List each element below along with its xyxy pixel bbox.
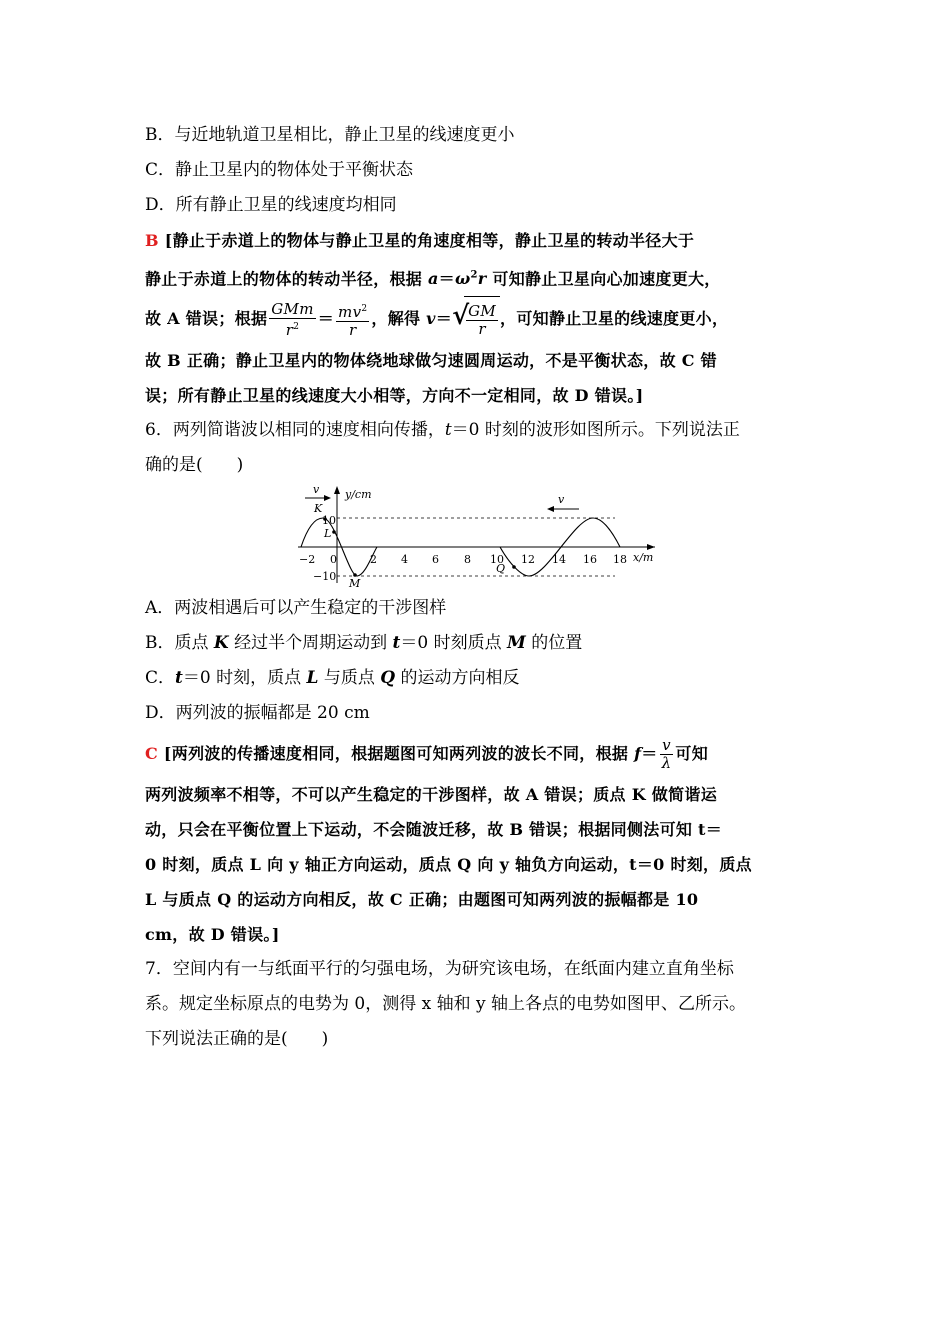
q6-option-b: B．质点 K 经过半个周期运动到 t＝0 时刻质点 M 的位置: [145, 633, 583, 654]
q5-explanation-line3: 故 A 错误；根据 $\frac{\text{GMm}}{r^2}$ ＝ $\frac{mv^2}{r}$ ，解得 v＝ √ $\frac{GM}{r}$ ，可知静止卫星的线速度更小，: [145, 296, 810, 343]
x-tick-14: 14: [552, 553, 566, 567]
q5-explanation-line2: 静止于赤道上的物体的转动半径，根据 $a=\omega^2r$ 可知静止卫星向心加速度更大，: [145, 269, 721, 289]
q5-option-d: D．所有静止卫星的线速度均相同: [145, 195, 397, 215]
formula-a-omega: $a=\omega^2r$: [427, 269, 487, 289]
y-axis-arrow-icon: [334, 486, 340, 494]
q6-explanation-line6: cm，故 D 错误。]: [145, 925, 280, 945]
v-arrow-left-icon: [547, 506, 554, 512]
formula-f-v-lambda: f＝ $\frac{v}{\lambda}$: [634, 736, 672, 773]
x-axis-arrow-icon: [647, 544, 655, 550]
formula-velocity: v＝ √ $\frac{GM}{r}$: [426, 309, 500, 328]
x-tick-18: 18: [613, 553, 627, 567]
q7-stem-line2: 系。规定坐标原点的电势为 0，测得 x 轴和 y 轴上各点的电势如图甲、乙所示。: [145, 994, 747, 1015]
q6-explanation-line3: 动，只会在平衡位置上下运动，不会随波迁移，故 B 错误；根据同侧法可知 t＝: [145, 820, 723, 840]
q5-explanation-line1: B [静止于赤道上的物体与静止卫星的角速度相等，静止卫星的转动半径大于: [145, 231, 695, 250]
q6-explanation-line1: C [两列波的传播速度相同，根据题图可知两列波的波长不同，根据 f＝ $\frac{v}{\lambda}$ 可知: [145, 736, 708, 773]
point-l-dot: [332, 531, 336, 535]
point-q-dot: [512, 566, 516, 570]
q7-stem-line3: 下列说法正确的是( ): [145, 1029, 329, 1050]
q7-stem-line1: 7．空间内有一与纸面平行的匀强电场，为研究该电场，在纸面内建立直角坐标: [145, 959, 734, 980]
x-tick-0: 0: [330, 553, 337, 567]
y-tick-neg10: −10: [313, 570, 337, 584]
formula-gravity: $\frac{\text{GMm}}{r^2}$: [271, 299, 314, 339]
x-tick-10: 10: [490, 553, 504, 567]
y-unit-label: y/cm: [345, 488, 372, 502]
x-tick-4: 4: [401, 553, 408, 567]
q6-explanation-line5: L 与质点 Q 的运动方向相反，故 C 正确；由题图可知两列波的振幅都是 10: [145, 890, 699, 910]
q6-option-d: D．两列波的振幅都是 20 cm: [145, 703, 370, 724]
q5-option-b: B．与近地轨道卫星相比，静止卫星的线速度更小: [145, 125, 515, 145]
q6-option-a: A．两波相遇后可以产生稳定的干涉图样: [145, 598, 447, 619]
wave-figure: [145, 483, 810, 591]
point-k-label: K: [314, 502, 323, 516]
q6-option-c: C．t＝0 时刻，质点 L 与质点 Q 的运动方向相反: [145, 668, 520, 689]
q6-answer-letter: C: [145, 744, 159, 764]
q6-explanation-line2: 两列波频率不相等，不可以产生稳定的干涉图样，故 A 错误；质点 K 做简谐运: [145, 785, 718, 805]
point-m-label: M: [349, 577, 361, 591]
v-label-left: v: [313, 483, 320, 497]
q5-explanation-line4: 故 B 正确；静止卫星内的物体绕地球做匀速圆周运动，不是平衡状态，故 C 错: [145, 351, 717, 371]
point-l-label: L: [324, 527, 332, 541]
point-q-label: Q: [496, 562, 506, 576]
wave-diagram: [295, 483, 665, 591]
x-unit-label: x/m: [633, 551, 654, 565]
v-arrow-right-icon: [324, 495, 331, 501]
x-tick-2: 2: [370, 553, 377, 567]
x-tick-12: 12: [521, 553, 535, 567]
v-label-right: v: [558, 493, 565, 507]
x-tick-neg2: −2: [299, 553, 316, 567]
x-tick-8: 8: [464, 553, 471, 567]
formula-centripetal: $\frac{mv^2}{r}$: [338, 302, 368, 339]
x-tick-6: 6: [432, 553, 439, 567]
y-tick-10: 10: [322, 514, 336, 528]
q5-explanation-line5: 误；所有静止卫星的线速度大小相等，方向不一定相同，故 D 错误。]: [145, 386, 644, 406]
q6-explanation-line4: 0 时刻，质点 L 向 y 轴正方向运动，质点 Q 向 y 轴负方向运动，t＝0 时刻，质点: [145, 855, 752, 875]
x-tick-16: 16: [583, 553, 597, 567]
page-content: [145, 118, 810, 1057]
q6-stem-line2: 确的是( ): [145, 455, 244, 476]
q6-stem-line1: 6．两列简谐波以相同的速度相向传播，t＝0 时刻的波形如图所示。下列说法正: [145, 420, 740, 441]
q5-answer-letter: B: [145, 231, 159, 250]
q5-option-c: C．静止卫星内的物体处于平衡状态: [145, 160, 414, 180]
